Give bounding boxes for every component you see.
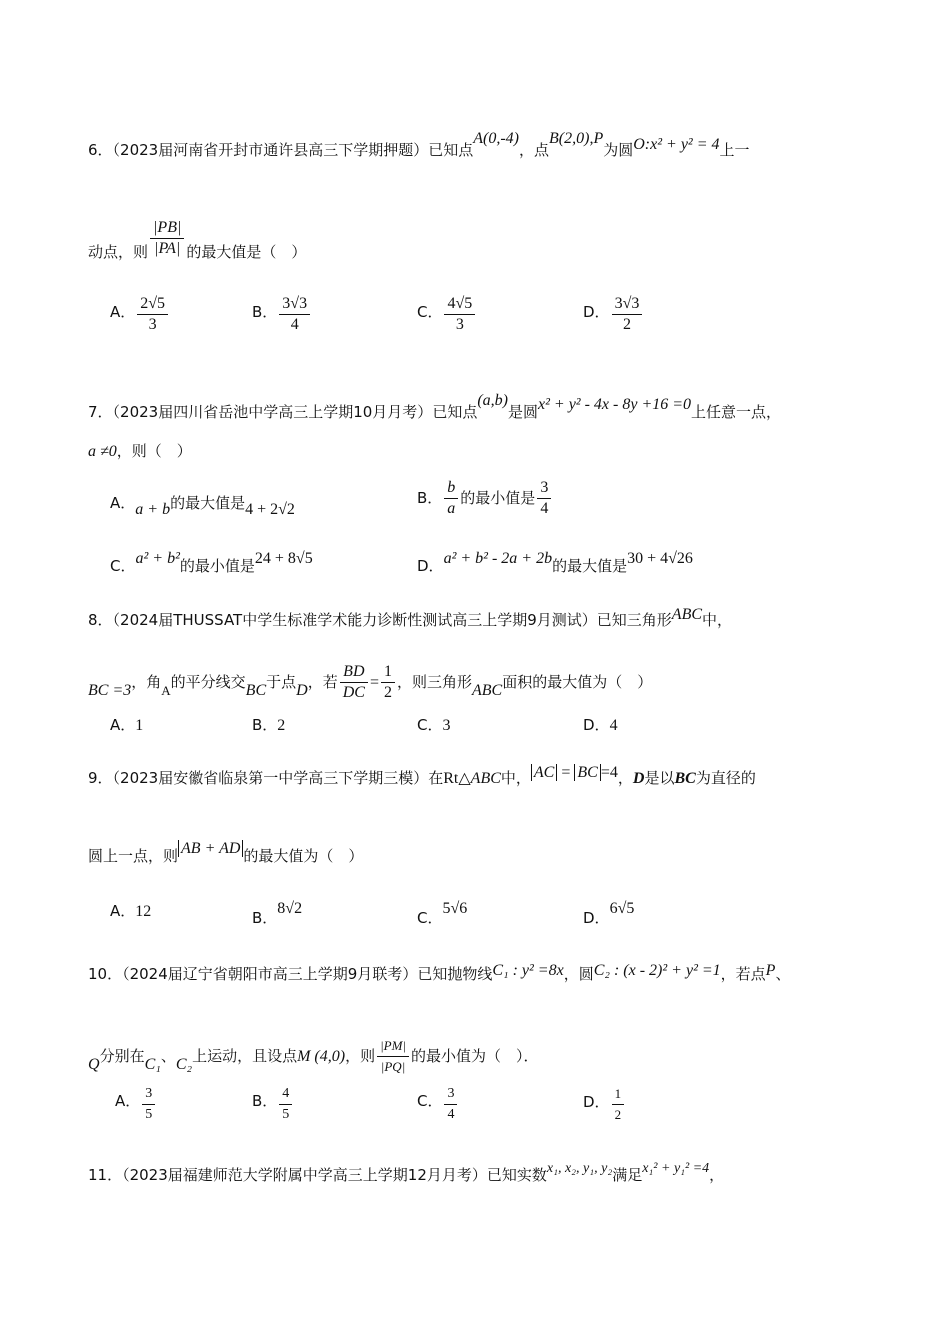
option-c: C．5√6 bbox=[417, 900, 468, 927]
math-expression: (a,b) bbox=[477, 392, 508, 409]
option-a: A． $\frac{3}{5}$ bbox=[115, 1084, 157, 1125]
math-fraction: $\frac{|PB|}{|PA|}$ bbox=[150, 218, 184, 259]
math-fraction: $\frac{2√5}{3}$ bbox=[137, 294, 168, 335]
question-6-line-2: 动点，则 $\frac{|PB|}{|PA|}$ 的最大值是（ ） bbox=[88, 219, 307, 261]
question-source: （2023届四川省岳池中学高三上学期10月月考） bbox=[112, 403, 433, 421]
option-a: A．1 bbox=[110, 716, 144, 734]
option-b: B． $\frac{b}{a}$ 的最小值是 $\frac{3}{4}$ bbox=[417, 478, 553, 519]
option-b: B．2 bbox=[252, 716, 286, 734]
question-source: （2023届安徽省临泉第一中学高三下学期三模） bbox=[112, 769, 429, 787]
math-expression: D bbox=[296, 682, 308, 699]
question-number: 7． bbox=[88, 403, 113, 421]
math-expression: O:x² + y² = 4 bbox=[633, 136, 720, 153]
option-b: B．8√2 bbox=[252, 900, 303, 927]
math-fraction: $\frac{BD}{DC}$ bbox=[340, 662, 368, 703]
math-fraction: $\frac{1}{2}$ bbox=[381, 662, 395, 703]
math-expression: a + b bbox=[135, 501, 171, 518]
math-expression: A bbox=[161, 683, 171, 698]
math-expression: BC bbox=[574, 764, 600, 781]
math-expression: a² + b² bbox=[135, 550, 180, 567]
question-9-line-1: 9．（2023届安徽省临泉第一中学高三下学期三模）在Rt△ABC中， AC = BC =4，D是以BC为直径的 bbox=[88, 764, 756, 787]
math-fraction: $\frac{4}{5}$ bbox=[279, 1084, 292, 1125]
math-expression: BC =3 bbox=[88, 682, 132, 699]
question-7-line-2: a ≠0，则（ ） bbox=[88, 442, 192, 460]
option-c: C． $\frac{4√5}{3}$ bbox=[417, 294, 477, 335]
option-d: D． $\frac{3√3}{2}$ bbox=[583, 294, 644, 335]
option-c: C．3 bbox=[417, 716, 451, 734]
option-d: D． $\frac{1}{2}$ bbox=[583, 1084, 626, 1125]
math-expression: BC bbox=[245, 682, 267, 699]
math-fraction: $\frac{3}{5}$ bbox=[142, 1084, 155, 1125]
math-expression: a² + b² - 2a + 2b bbox=[443, 550, 553, 567]
question-number: 9． bbox=[88, 769, 113, 787]
option-c: C．a² + b²的最小值是24 + 8√5 bbox=[110, 550, 313, 575]
option-a: A．12 bbox=[110, 902, 152, 920]
math-fraction: $\frac{3√3}{4}$ bbox=[279, 294, 310, 335]
question-number: 6． bbox=[88, 141, 113, 159]
option-c: C． $\frac{3}{4}$ bbox=[417, 1084, 459, 1125]
question-7-line-1: 7．（2023届四川省岳池中学高三上学期10月月考）已知点(a,b)是圆x² + y² - 4x - 8y +16 =0上任意一点， bbox=[88, 392, 782, 421]
math-expression: AB + AD bbox=[178, 840, 243, 857]
math-expression: ABC bbox=[472, 682, 503, 699]
question-source: （2024届辽宁省朝阳市高三上学期9月联考） bbox=[122, 965, 418, 983]
math-fraction: $\frac{1}{2}$ bbox=[612, 1084, 625, 1125]
option-a: A． $\frac{2√5}{3}$ bbox=[110, 294, 170, 335]
question-6-line-1: 6．（2023届河南省开封市通许县高三下学期押题）已知点A(0,-4)，点B(2,0),P为圆O:x² + y² = 4上一 bbox=[88, 130, 750, 159]
math-fraction: $\frac{3√3}{2}$ bbox=[612, 294, 643, 335]
math-expression: M (4,0) bbox=[297, 1048, 346, 1065]
question-8-line-2: BC =3，角A的平分线交BC于点D，若 $\frac{BD}{DC}$ = $\frac{1}{2}$ ，则三角形ABC面积的最大值为（ ） bbox=[88, 663, 653, 701]
math-expression: a ≠0 bbox=[88, 443, 117, 460]
math-expression: AC bbox=[531, 764, 557, 781]
option-d: D．a² + b² - 2a + 2b的最大值是30 + 4√26 bbox=[417, 550, 693, 575]
math-expression: ABC bbox=[671, 606, 703, 623]
option-b: B． $\frac{4}{5}$ bbox=[252, 1084, 294, 1125]
math-expression: 30 + 4√26 bbox=[627, 550, 693, 567]
question-number: 8． bbox=[88, 611, 113, 629]
question-11-line-1: 11．（2023届福建师范大学附属中学高三上学期12月月考）已知实数x₁, x₂, y₁, y₂满足x₁² + y₁² =4， bbox=[88, 1161, 725, 1184]
option-b: B． $\frac{3√3}{4}$ bbox=[252, 294, 312, 335]
question-number: 10． bbox=[88, 965, 123, 983]
math-fraction: $\frac{b}{a}$ bbox=[444, 478, 458, 519]
math-expression: B(2,0),P bbox=[549, 130, 604, 147]
question-source: （2023届河南省开封市通许县高三下学期押题） bbox=[112, 141, 429, 159]
option-a: A．a + b的最大值是4 + 2√2 bbox=[110, 494, 295, 518]
math-expression: x₁, x₂, y₁, y₂ bbox=[546, 1161, 613, 1176]
question-source: （2023届福建师范大学附属中学高三上学期12月月考） bbox=[122, 1166, 487, 1184]
option-d: D．6√5 bbox=[583, 900, 635, 927]
math-expression: 4 + 2√2 bbox=[245, 501, 295, 518]
math-expression: C₂ : (x - 2)² + y² =1 bbox=[593, 962, 721, 979]
math-expression: C₁ : y² =8x bbox=[492, 962, 564, 979]
math-expression: x₁² + y₁² =4 bbox=[642, 1161, 710, 1176]
math-fraction: $\frac{4√5}{3}$ bbox=[444, 294, 475, 335]
question-9-line-2: 圆上一点，则 AB + AD 的最大值为（ ） bbox=[88, 840, 364, 865]
option-d: D．4 bbox=[583, 716, 618, 734]
math-expression: 24 + 8√5 bbox=[254, 550, 313, 567]
question-8-line-1: 8．（2024届THUSSAT中学生标准学术能力诊断性测试高三上学期9月测试）已知三角形ABC中， bbox=[88, 606, 733, 629]
question-number: 11． bbox=[88, 1166, 123, 1184]
question-source: （2024届THUSSAT中学生标准学术能力诊断性测试高三上学期9月测试） bbox=[112, 611, 597, 629]
math-expression: ABC bbox=[470, 770, 501, 787]
question-10-line-2: Q分别在C₁、C₂上运动，且设点M (4,0)，则 $\frac{|PM|}{|PQ|}$ 的最小值为（ ）． bbox=[88, 1036, 539, 1077]
math-expression: x² + y² - 4x - 8y +16 =0 bbox=[538, 396, 692, 413]
math-expression: A(0,-4) bbox=[473, 130, 520, 147]
math-fraction: $\frac{|PM|}{|PQ|}$ bbox=[377, 1036, 409, 1077]
question-10-line-1: 10．（2024届辽宁省朝阳市高三上学期9月联考）已知抛物线C₁ : y² =8x，圆C₂ : (x - 2)² + y² =1，若点P、 bbox=[88, 962, 791, 983]
math-fraction: $\frac{3}{4}$ bbox=[537, 478, 551, 519]
math-fraction: $\frac{3}{4}$ bbox=[444, 1084, 457, 1125]
